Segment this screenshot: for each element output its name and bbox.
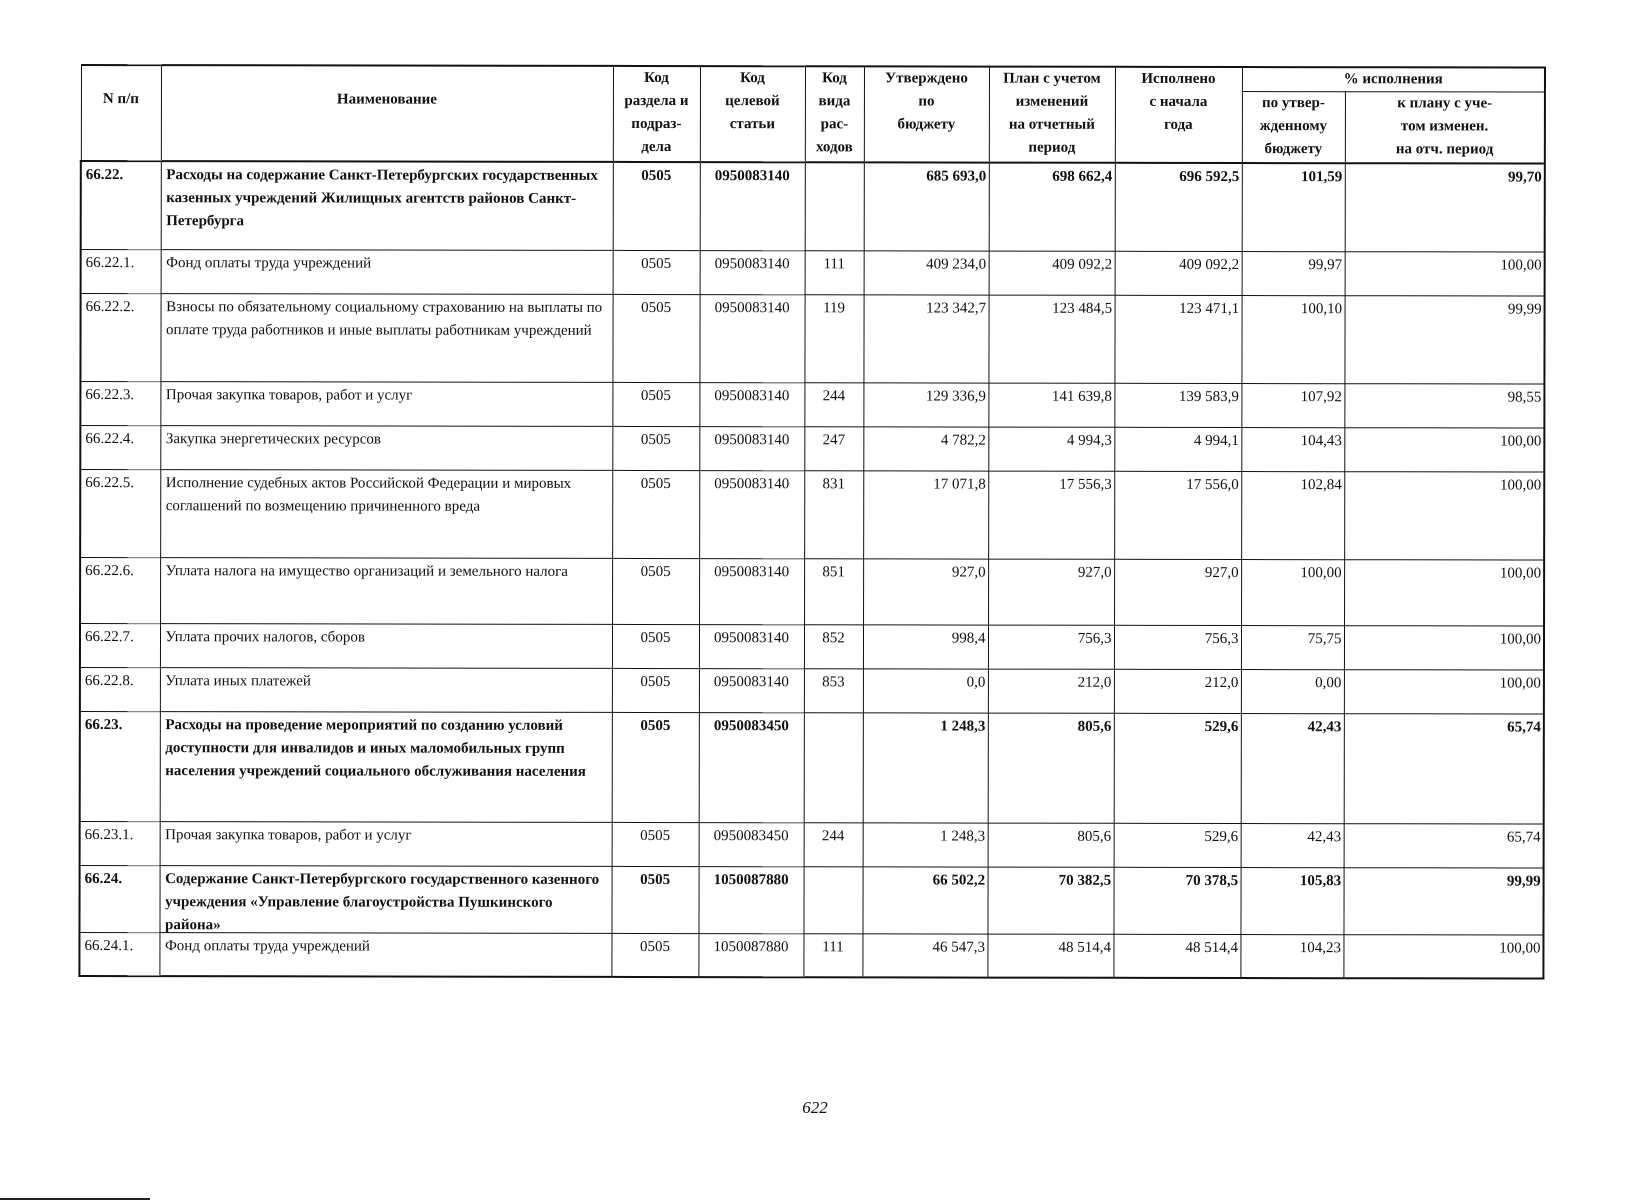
row-section-code: 0505 [612, 712, 699, 822]
row-number: 66.23.1. [80, 821, 160, 865]
table-header [81, 65, 1545, 164]
row-plan: 212,0 [988, 669, 1114, 713]
table-row [79, 865, 1543, 935]
row-plan: 805,6 [988, 823, 1114, 867]
table-row [80, 557, 1544, 626]
row-section-code: 0505 [612, 668, 699, 712]
row-section-code: 0505 [613, 162, 700, 250]
executed-line: Исполнено [1141, 70, 1216, 87]
row-executed: 409 092,2 [1115, 251, 1242, 295]
row-target-code: 0950083140 [699, 470, 804, 558]
row-pct-budget: 100,10 [1241, 295, 1344, 383]
row-approved: 4 782,2 [863, 426, 988, 470]
row-plan: 48 514,4 [987, 934, 1113, 978]
approved-line: бюджету [897, 116, 956, 133]
row-number: 66.22.2. [80, 293, 160, 381]
row-number: 66.23. [80, 711, 160, 821]
row-approved: 685 693,0 [864, 162, 989, 250]
row-target-code: 0950083140 [700, 250, 805, 294]
row-name: Закупка энергетических ресурсов [160, 425, 612, 470]
row-approved: 927,0 [863, 558, 988, 624]
row-type-code: 244 [804, 382, 863, 426]
row-executed: 529,6 [1114, 823, 1241, 867]
row-approved: 0,0 [863, 668, 988, 712]
table-body [79, 161, 1544, 979]
row-number: 66.22. [81, 161, 161, 249]
row-number: 66.22.6. [80, 557, 160, 623]
row-type-code: 852 [804, 624, 863, 668]
row-pct-plan: 100,00 [1344, 669, 1544, 713]
col-header-code-target [700, 66, 805, 162]
code-target-line: целевой [725, 93, 780, 110]
row-target-code: 0950083450 [699, 712, 804, 822]
plan-line: период [1028, 139, 1076, 156]
row-name: Взносы по обязательному социальному страхованию на выплаты по оплате труда работников и иные выплаты работникам учреждений [160, 293, 612, 382]
col-header-code-type [805, 66, 864, 162]
executed-line: года [1164, 116, 1193, 133]
row-executed: 696 592,5 [1115, 163, 1242, 251]
col-header-name: Наименование [161, 65, 613, 162]
code-type-line: ходов [815, 139, 853, 156]
table-row [80, 667, 1544, 714]
row-pct-budget: 101,59 [1242, 163, 1345, 251]
row-type-code: 853 [804, 668, 863, 712]
row-name: Фонд оплаты труда учреждений [161, 249, 613, 294]
row-target-code: 0950083140 [699, 426, 804, 470]
row-number: 66.22.8. [80, 667, 160, 711]
budget-execution-table [78, 64, 1546, 980]
row-number: 66.24. [79, 865, 159, 932]
row-pct-plan: 100,00 [1344, 471, 1544, 559]
row-section-code: 0505 [612, 822, 699, 866]
row-section-code: 0505 [612, 426, 699, 470]
row-section-code: 0505 [613, 250, 700, 294]
pct-plan-line: на отч. период [1395, 141, 1494, 158]
code-target-line: Код [740, 70, 765, 87]
row-plan: 70 382,5 [987, 867, 1113, 934]
pct-budget-line: жденному [1259, 118, 1328, 135]
row-pct-budget: 42,43 [1241, 823, 1344, 867]
row-executed: 48 514,4 [1113, 934, 1240, 978]
code-section-line: подраз- [631, 115, 682, 133]
pct-plan-line: том изменен. [1400, 118, 1489, 135]
row-section-code: 0505 [612, 382, 699, 426]
code-section-line: Код [644, 69, 669, 87]
row-name: Прочая закупка товаров, работ и услуг [160, 381, 612, 426]
row-pct-plan: 100,00 [1344, 559, 1544, 625]
row-pct-budget: 102,84 [1241, 471, 1344, 559]
row-pct-budget: 105,83 [1240, 867, 1343, 934]
row-target-code: 1050087880 [698, 933, 803, 977]
pct-budget-line: бюджету [1264, 141, 1323, 158]
row-type-code: 831 [804, 470, 863, 558]
row-name: Уплата налога на имущество организаций и земельного налога [160, 557, 612, 624]
row-type-code: 111 [805, 250, 864, 294]
row-name: Расходы на содержание Санкт-Петербургских государственных казенных учреждений Жилищных агентств районов Санкт-Петербурга [161, 161, 613, 250]
row-type-code [803, 866, 862, 933]
row-type-code [805, 162, 864, 250]
approved-line: по [918, 93, 935, 110]
row-approved: 123 342,7 [863, 294, 988, 382]
row-executed: 139 583,9 [1114, 383, 1241, 427]
row-approved: 409 234,0 [864, 250, 989, 294]
col-header-executed [1115, 67, 1242, 163]
row-type-code [804, 712, 863, 822]
row-pct-plan: 65,74 [1344, 823, 1544, 867]
row-name: Фонд оплаты труда учреждений [159, 932, 611, 977]
row-target-code: 0950083140 [699, 624, 804, 668]
row-plan: 4 994,3 [988, 427, 1114, 471]
table-row [80, 821, 1544, 868]
row-pct-plan: 100,00 [1344, 427, 1544, 471]
row-name: Прочая закупка товаров, работ и услуг [160, 821, 612, 866]
row-number: 66.22.5. [80, 469, 160, 557]
row-pct-plan: 65,74 [1344, 713, 1544, 823]
row-executed: 529,6 [1114, 713, 1241, 823]
col-header-n: N п/п [81, 65, 161, 161]
row-approved: 17 071,8 [863, 470, 988, 558]
row-approved: 66 502,2 [862, 866, 987, 933]
row-name: Расходы на проведение мероприятий по созданию условий доступности для инвалидов и иных маломобильных групп населения учреждений социального обслуживания населения [160, 711, 612, 822]
table-row [79, 932, 1543, 979]
col-header-code-section [613, 66, 700, 162]
row-target-code: 1050087880 [698, 866, 803, 933]
row-number: 66.22.3. [80, 381, 160, 425]
table-row [80, 711, 1544, 824]
row-pct-plan: 100,00 [1345, 251, 1545, 295]
row-number: 66.22.7. [80, 623, 160, 667]
row-approved: 129 336,9 [863, 382, 988, 426]
table-row [80, 623, 1544, 670]
row-executed: 70 378,5 [1113, 867, 1240, 934]
row-pct-plan: 100,00 [1343, 934, 1543, 978]
row-type-code: 851 [804, 558, 863, 624]
row-executed: 212,0 [1114, 669, 1241, 713]
row-pct-budget: 104,23 [1240, 934, 1343, 978]
row-number: 66.24.1. [79, 932, 159, 976]
code-section-line: дела [641, 138, 672, 156]
row-plan: 698 662,4 [989, 163, 1115, 251]
row-pct-budget: 42,43 [1241, 713, 1344, 823]
code-type-line: рас- [820, 116, 849, 133]
row-target-code: 0950083140 [700, 162, 805, 250]
row-type-code: 247 [804, 426, 863, 470]
page-number: 622 [802, 1098, 828, 1117]
executed-line: с начала [1149, 93, 1208, 110]
row-section-code: 0505 [611, 866, 698, 933]
report-page [78, 64, 1544, 980]
row-pct-plan: 98,55 [1344, 383, 1544, 427]
row-name: Исполнение судебных актов Российской Федерации и мировых соглашений по возмещению причиненного вреда [160, 469, 612, 558]
row-type-code: 244 [804, 822, 863, 866]
table-row [80, 469, 1544, 560]
row-plan: 17 556,3 [988, 471, 1114, 559]
plan-line: План с учетом [1003, 70, 1101, 87]
row-pct-budget: 99,97 [1242, 251, 1345, 295]
row-approved: 1 248,3 [863, 822, 988, 866]
row-executed: 123 471,1 [1114, 295, 1241, 383]
row-target-code: 0950083140 [699, 668, 804, 712]
pct-budget-line: по утвер- [1261, 95, 1325, 112]
row-pct-budget: 100,00 [1241, 559, 1344, 625]
table-row [80, 425, 1544, 472]
row-executed: 4 994,1 [1114, 427, 1241, 471]
row-target-code: 0950083140 [699, 294, 804, 382]
row-name-text: Содержание Санкт-Петербургского государственного казенного учреждения «Управление благоустройства Пушкинского района» [164, 870, 600, 933]
row-target-code: 0950083140 [699, 382, 804, 426]
row-pct-budget: 104,43 [1241, 427, 1344, 471]
row-pct-plan: 99,99 [1343, 867, 1543, 934]
row-section-code: 0505 [612, 558, 699, 624]
row-plan: 141 639,8 [988, 383, 1114, 427]
row-target-code: 0950083140 [699, 558, 804, 624]
code-type-line: вида [818, 93, 851, 110]
row-section-code: 0505 [611, 933, 698, 977]
row-plan: 805,6 [988, 713, 1114, 823]
row-approved: 998,4 [863, 624, 988, 668]
row-approved: 46 547,3 [862, 933, 987, 977]
row-pct-plan: 100,00 [1344, 625, 1544, 669]
row-number: 66.22.1. [81, 249, 161, 293]
approved-line: Утверждено [885, 70, 968, 87]
row-section-code: 0505 [612, 470, 699, 558]
row-pct-plan: 99,70 [1345, 163, 1545, 251]
code-target-line: статьи [729, 116, 776, 133]
row-approved: 1 248,3 [863, 712, 988, 822]
row-name: Уплата иных платежей [160, 667, 612, 712]
table-row [81, 161, 1545, 252]
row-plan: 409 092,2 [989, 251, 1115, 295]
plan-line: на отчетный [1008, 116, 1095, 133]
table-row [81, 249, 1545, 296]
row-executed: 927,0 [1114, 559, 1241, 625]
col-header-percent-group: % исполнения [1242, 67, 1545, 92]
row-pct-budget: 107,92 [1241, 383, 1344, 427]
code-section-line: раздела и [624, 92, 689, 110]
row-name: Уплата прочих налогов, сборов [160, 623, 612, 668]
row-plan: 927,0 [988, 559, 1114, 625]
table-row [80, 381, 1544, 428]
table-row [80, 293, 1544, 384]
pct-plan-line: к плану с уче- [1397, 95, 1493, 112]
row-pct-plan: 99,99 [1344, 295, 1544, 383]
plan-line: изменений [1015, 93, 1089, 110]
row-pct-budget: 0,00 [1241, 669, 1344, 713]
row-section-code: 0505 [612, 624, 699, 668]
row-executed: 756,3 [1114, 625, 1241, 669]
col-header-pct-plan [1345, 92, 1545, 164]
row-name [159, 865, 611, 933]
row-type-code: 119 [804, 294, 863, 382]
col-header-pct-budget [1242, 92, 1345, 164]
row-executed: 17 556,0 [1114, 471, 1241, 559]
code-type-line: Код [822, 70, 847, 87]
col-header-approved [864, 66, 989, 162]
row-pct-budget: 75,75 [1241, 625, 1344, 669]
col-header-plan [989, 67, 1115, 163]
row-target-code: 0950083450 [699, 822, 804, 866]
row-section-code: 0505 [612, 294, 699, 382]
row-plan: 756,3 [988, 625, 1114, 669]
row-number: 66.22.4. [80, 425, 160, 469]
row-type-code: 111 [803, 933, 862, 977]
row-plan: 123 484,5 [988, 295, 1114, 383]
